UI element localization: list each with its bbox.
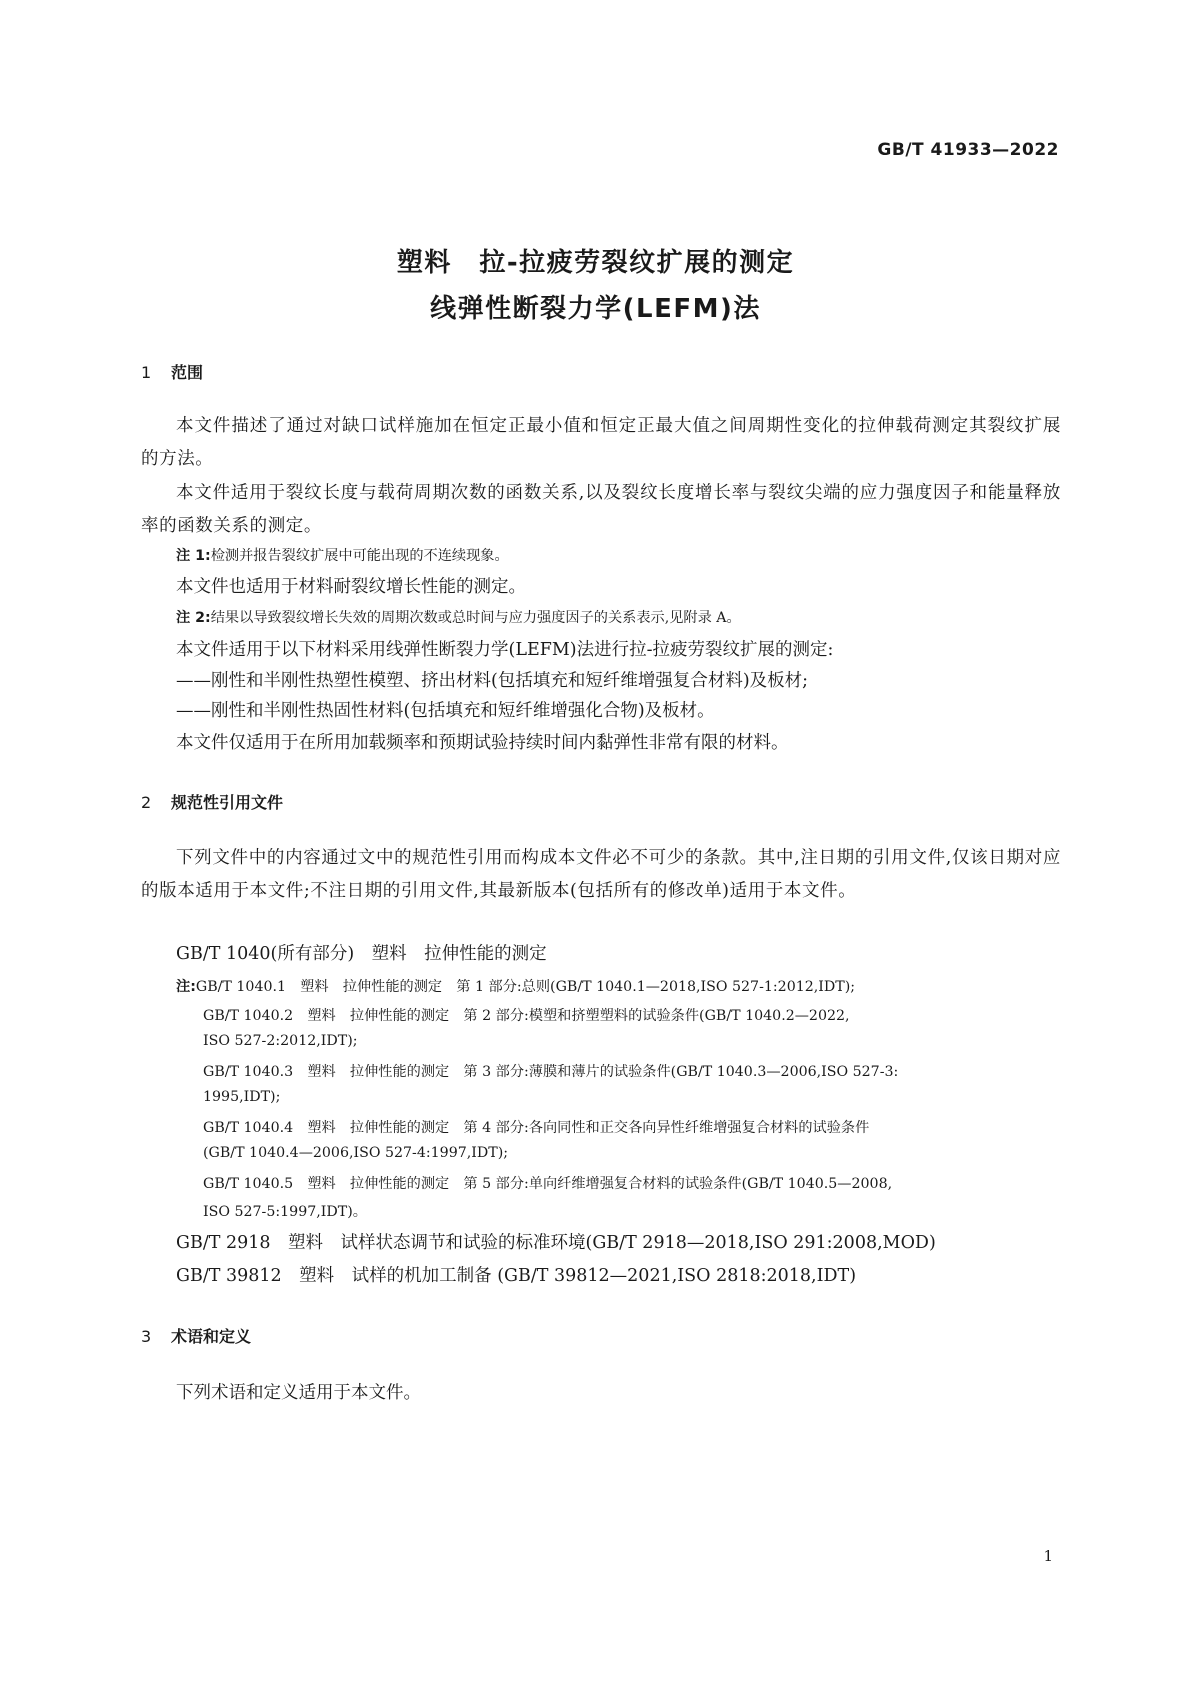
note-2-label: 注 2:: [176, 610, 211, 626]
reference-1: GB/T 1040(所有部分) 塑料 拉伸性能的测定: [176, 944, 547, 964]
section-2-paragraph-1: 下列文件中的内容通过文中的规范性引用而构成本文件必不可少的条款。其中,注日期的引用文件,仅该日期对应的版本适用于本文件;不注日期的引用文件,其最新版本(包括所有的修改单)适用于本文件。: [141, 848, 1061, 901]
section-1-number: 1: [141, 363, 152, 382]
list-item-2: ——刚性和半刚性热固性材料(包括填充和短纤维增强化合物)及板材。: [176, 701, 715, 721]
section-1-paragraph-3: 本文件也适用于材料耐裂纹增长性能的测定。: [176, 577, 526, 597]
note-1-label: 注 1:: [176, 548, 211, 564]
reference-note-3b: 1995,IDT);: [203, 1089, 281, 1105]
section-1-title: 范围: [171, 363, 204, 382]
section-1-note-2: [176, 607, 741, 627]
reference-note-1: [176, 976, 855, 996]
reference-note-3a: GB/T 1040.3 塑料 拉伸性能的测定 第 3 部分:薄膜和薄片的试验条件(GB/T 1040.3—2006,ISO 527-3:: [203, 1064, 899, 1080]
section-3-title: 术语和定义: [171, 1327, 252, 1346]
standard-code: GB/T 41933—2022: [877, 140, 1059, 160]
reference-note-5a: GB/T 1040.5 塑料 拉伸性能的测定 第 5 部分:单向纤维增强复合材料的试验条件(GB/T 1040.5—2008,: [203, 1176, 893, 1192]
section-3-number: 3: [141, 1327, 152, 1346]
title-line-2: 线弹性断裂力学(LEFM)法: [430, 294, 761, 324]
section-1-paragraph-5: 本文件仅适用于在所用加载频率和预期试验持续时间内黏弹性非常有限的材料。: [176, 733, 789, 753]
section-2-heading: [141, 790, 283, 813]
section-1-heading: [141, 360, 203, 383]
note-1-text: 检测并报告裂纹扩展中可能出现的不连续现象。: [210, 548, 509, 564]
title-line-1: 塑料 拉-拉疲劳裂纹扩展的测定: [396, 248, 795, 278]
section-2-number: 2: [141, 793, 152, 812]
reference-2: GB/T 2918 塑料 试样状态调节和试验的标准环境(GB/T 2918—2018,ISO 291:2008,MOD): [176, 1233, 936, 1253]
section-1-paragraph-2: 本文件适用于裂纹长度与载荷周期次数的函数关系,以及裂纹长度增长率与裂纹尖端的应力强度因子和能量释放率的函数关系的测定。: [141, 483, 1061, 536]
page-number: 1: [1043, 1547, 1053, 1565]
list-item-1: ——刚性和半刚性热塑性模塑、挤出材料(包括填充和短纤维增强复合材料)及板材;: [176, 671, 809, 691]
reference-note-2b: ISO 527-2:2012,IDT);: [203, 1033, 358, 1049]
reference-note-2a: GB/T 1040.2 塑料 拉伸性能的测定 第 2 部分:模塑和挤塑塑料的试验条件(GB/T 1040.2—2022,: [203, 1008, 850, 1024]
reference-note-1-text: GB/T 1040.1 塑料 拉伸性能的测定 第 1 部分:总则(GB/T 1040.1—2018,ISO 527-1:2012,IDT);: [195, 979, 856, 995]
reference-note-4a: GB/T 1040.4 塑料 拉伸性能的测定 第 4 部分:各向同性和正交各向异性纤维增强复合材料的试验条件: [203, 1120, 870, 1136]
reference-3: GB/T 39812 塑料 试样的机加工制备 (GB/T 39812—2021,ISO 2818:2018,IDT): [176, 1266, 857, 1286]
section-2-title: 规范性引用文件: [171, 793, 284, 812]
section-3-paragraph-1: 下列术语和定义适用于本文件。: [176, 1383, 421, 1403]
reference-note-4b: (GB/T 1040.4—2006,ISO 527-4:1997,IDT);: [203, 1145, 509, 1161]
note-2-text: 结果以导致裂纹增长失效的周期次数或总时间与应力强度因子的关系表示,见附录 A。: [210, 610, 741, 626]
reference-note-5b: ISO 527-5:1997,IDT)。: [203, 1204, 367, 1220]
section-3-heading: [141, 1324, 251, 1347]
document-title: [0, 240, 1191, 332]
reference-note-label: 注:: [176, 979, 196, 995]
section-1-paragraph-4: 本文件适用于以下材料采用线弹性断裂力学(LEFM)法进行拉-拉疲劳裂纹扩展的测定:: [176, 640, 834, 660]
section-1-paragraph-1: 本文件描述了通过对缺口试样施加在恒定正最小值和恒定正最大值之间周期性变化的拉伸载荷测定其裂纹扩展的方法。: [141, 416, 1061, 469]
section-1-note-1: [176, 545, 509, 565]
